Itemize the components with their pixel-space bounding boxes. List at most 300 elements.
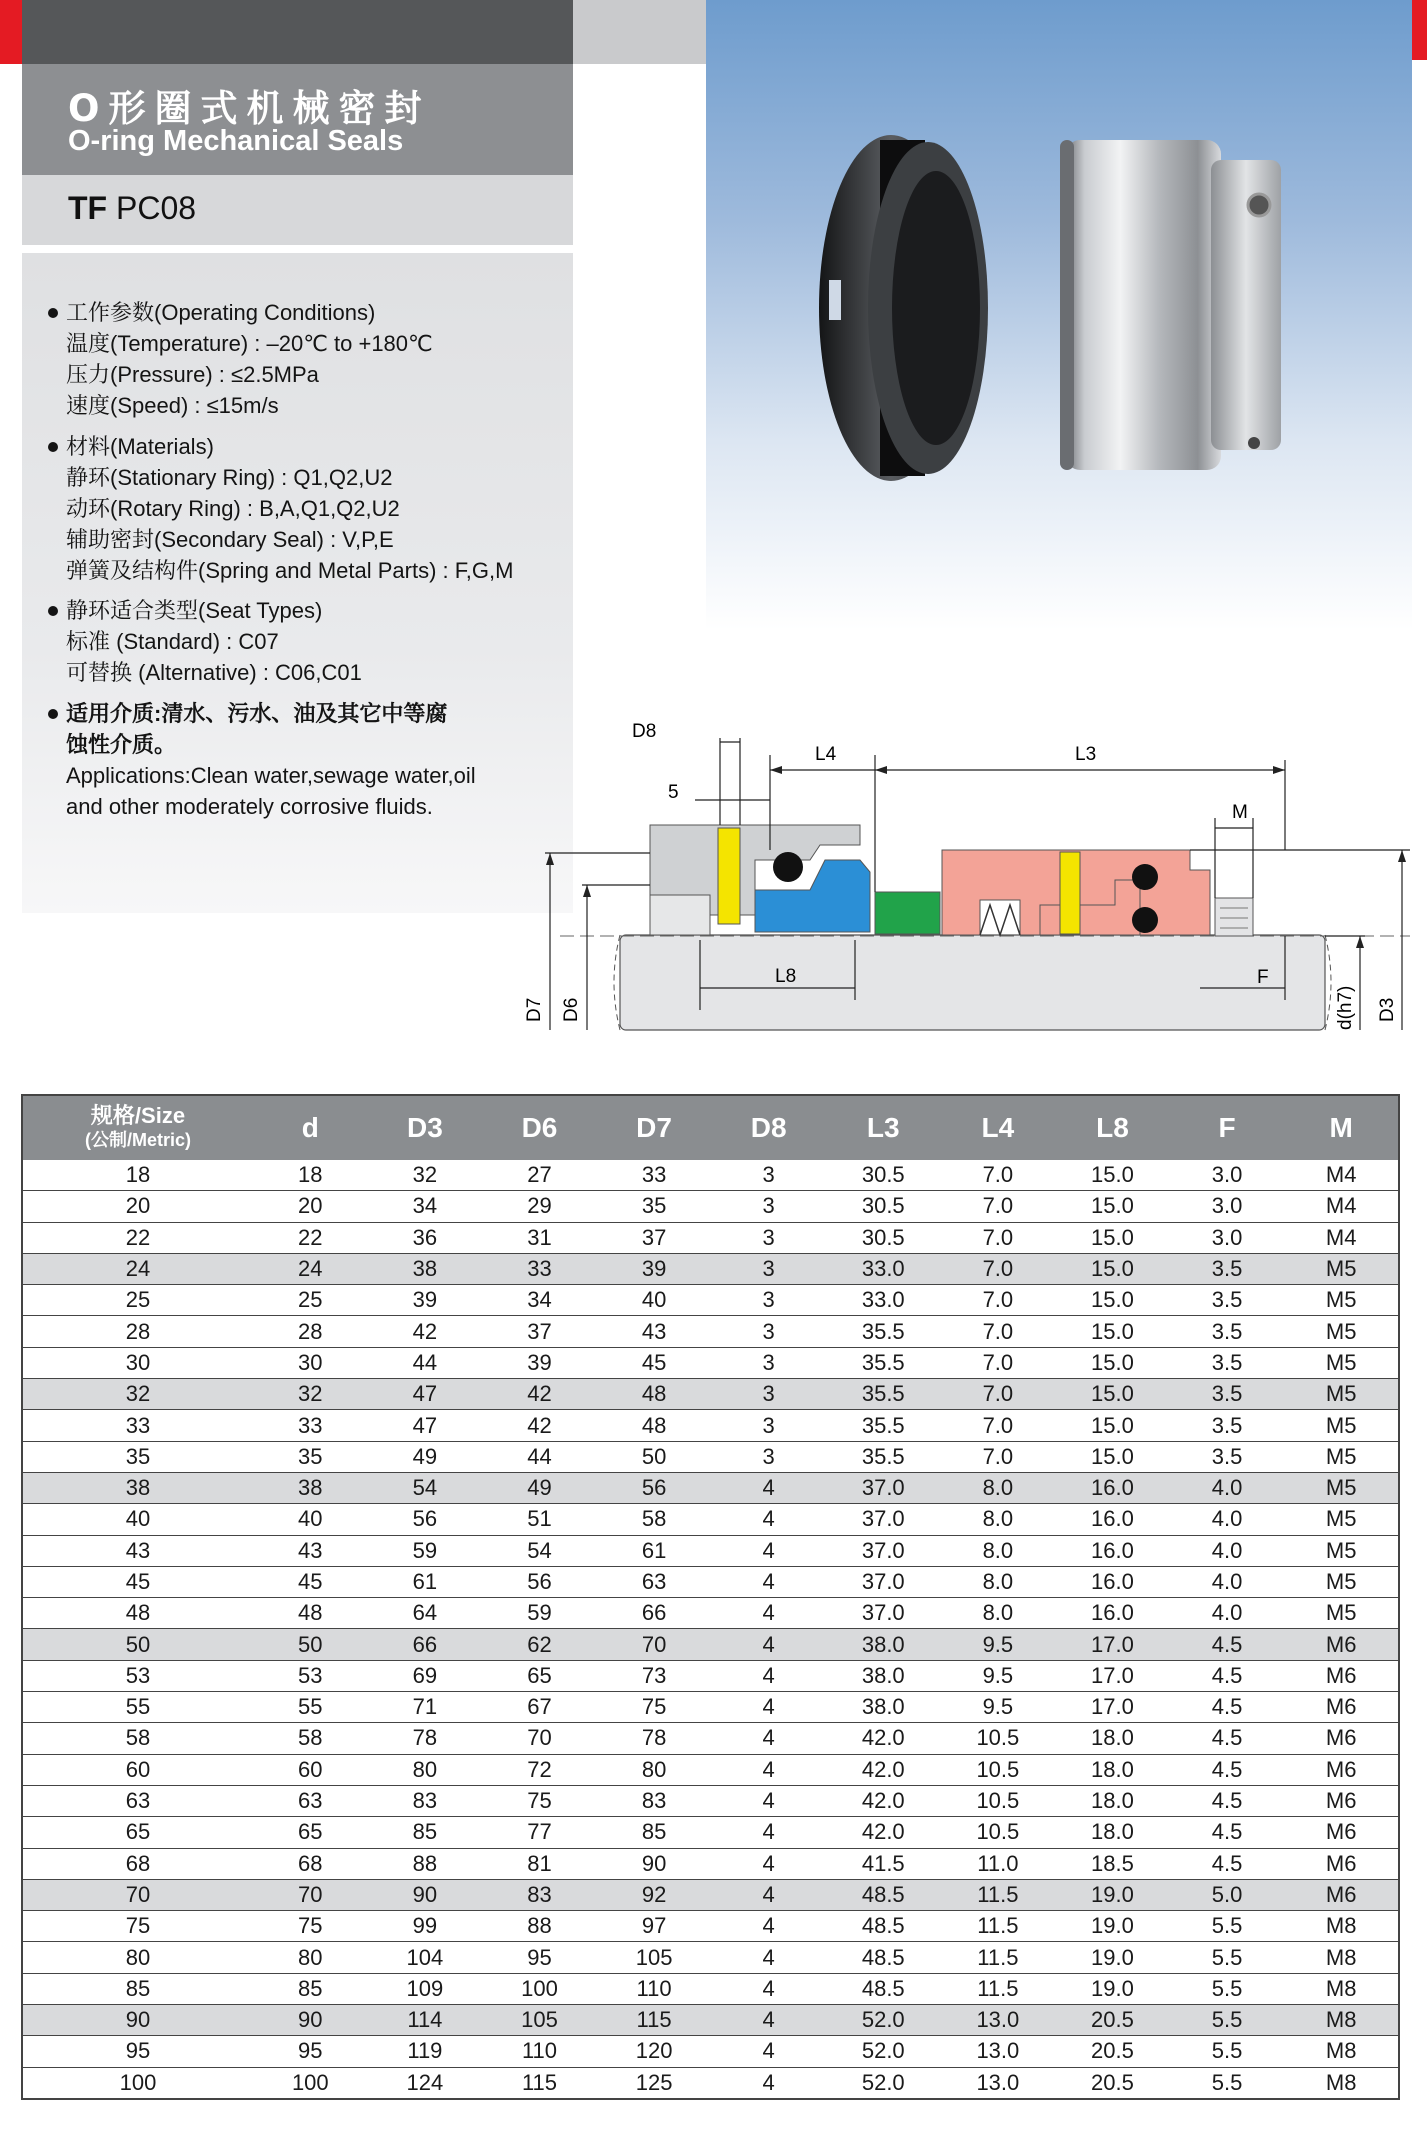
table-cell: 11.5 bbox=[941, 1879, 1056, 1910]
table-cell: 15.0 bbox=[1055, 1316, 1170, 1347]
table-cell: 44 bbox=[368, 1347, 483, 1378]
table-cell: 42 bbox=[368, 1316, 483, 1347]
table-cell: M6 bbox=[1284, 1692, 1399, 1723]
materials-stationary: 静环(Stationary Ring) : Q1,Q2,U2 bbox=[66, 465, 393, 490]
table-cell: 38 bbox=[22, 1472, 253, 1503]
table-cell: 68 bbox=[22, 1848, 253, 1879]
table-cell: 119 bbox=[368, 2036, 483, 2067]
label-L4: L4 bbox=[815, 744, 837, 765]
table-cell: 48.5 bbox=[826, 1911, 941, 1942]
table-cell: 7.0 bbox=[941, 1441, 1056, 1472]
table-cell: 4 bbox=[711, 1566, 826, 1597]
table-cell: 120 bbox=[597, 2036, 712, 2067]
table-cell: 33.0 bbox=[826, 1285, 941, 1316]
table-cell: 10.5 bbox=[941, 1723, 1056, 1754]
table-cell: 35.5 bbox=[826, 1316, 941, 1347]
table-cell: 3 bbox=[711, 1285, 826, 1316]
arrow-icon bbox=[546, 853, 554, 865]
application-line-2: and other moderately corrosive fluids. bbox=[66, 794, 433, 819]
table-cell: 4 bbox=[711, 1879, 826, 1910]
table-cell: 20.5 bbox=[1055, 2005, 1170, 2036]
gland-lower bbox=[650, 895, 710, 935]
table-cell: 67 bbox=[482, 1692, 597, 1723]
table-cell: 4 bbox=[711, 1817, 826, 1848]
table-row bbox=[22, 1566, 1399, 1597]
table-cell: 18.0 bbox=[1055, 1754, 1170, 1785]
table-cell: 53 bbox=[22, 1660, 253, 1691]
table-cell: 50 bbox=[597, 1441, 712, 1472]
table-cell: 61 bbox=[597, 1535, 712, 1566]
table-cell: 10.5 bbox=[941, 1785, 1056, 1816]
table-cell: 39 bbox=[368, 1285, 483, 1316]
table-cell: 15.0 bbox=[1055, 1410, 1170, 1441]
label-D3: D3 bbox=[1377, 997, 1398, 1022]
table-cell: 3.0 bbox=[1170, 1191, 1285, 1222]
table-cell: 42.0 bbox=[826, 1817, 941, 1848]
table-cell: 19.0 bbox=[1055, 1911, 1170, 1942]
table-cell: 7.0 bbox=[941, 1379, 1056, 1410]
table-cell: 69 bbox=[368, 1660, 483, 1691]
table-cell: 4.5 bbox=[1170, 1848, 1285, 1879]
seat-types bbox=[66, 595, 362, 688]
label-L3: L3 bbox=[1075, 744, 1097, 765]
table-cell: 3.5 bbox=[1170, 1253, 1285, 1284]
bullet-icon bbox=[48, 709, 58, 719]
table-cell: 105 bbox=[597, 1942, 712, 1973]
table-cell: 37 bbox=[597, 1222, 712, 1253]
table-cell: 18 bbox=[253, 1160, 368, 1191]
table-cell: 18 bbox=[22, 1160, 253, 1191]
table-cell: 40 bbox=[22, 1504, 253, 1535]
table-cell: 16.0 bbox=[1055, 1504, 1170, 1535]
seat-ring-bore bbox=[892, 171, 980, 445]
table-cell: 15.0 bbox=[1055, 1253, 1170, 1284]
dimension-table bbox=[21, 1094, 1400, 2100]
table-cell: 51 bbox=[482, 1504, 597, 1535]
table-cell: 3.5 bbox=[1170, 1285, 1285, 1316]
table-cell: 42 bbox=[482, 1379, 597, 1410]
table-cell: 37.0 bbox=[826, 1472, 941, 1503]
table-cell: 61 bbox=[368, 1566, 483, 1597]
table-cell: 83 bbox=[482, 1879, 597, 1910]
table-cell: 9.5 bbox=[941, 1692, 1056, 1723]
table-cell: 4.5 bbox=[1170, 1629, 1285, 1660]
table-row bbox=[22, 1379, 1399, 1410]
table-cell: 11.0 bbox=[941, 1848, 1056, 1879]
table-cell: M5 bbox=[1284, 1504, 1399, 1535]
table-cell: 4 bbox=[711, 2067, 826, 2099]
table-row bbox=[22, 1911, 1399, 1942]
table-cell: M5 bbox=[1284, 1410, 1399, 1441]
operating-conditions bbox=[66, 297, 433, 421]
table-cell: 4.0 bbox=[1170, 1535, 1285, 1566]
table-cell: 38 bbox=[253, 1472, 368, 1503]
table-cell: M5 bbox=[1284, 1566, 1399, 1597]
set-screw bbox=[1248, 194, 1270, 216]
table-cell: 55 bbox=[253, 1692, 368, 1723]
table-cell: 43 bbox=[22, 1535, 253, 1566]
seal-photo-illustration bbox=[706, 0, 1412, 630]
table-cell: 63 bbox=[597, 1566, 712, 1597]
table-cell: 99 bbox=[368, 1911, 483, 1942]
table-cell: 15.0 bbox=[1055, 1191, 1170, 1222]
shaft-break-left bbox=[614, 935, 620, 1030]
table-cell: M6 bbox=[1284, 1817, 1399, 1848]
table-cell: M5 bbox=[1284, 1253, 1399, 1284]
table-row bbox=[22, 1410, 1399, 1441]
table-cell: 115 bbox=[482, 2067, 597, 2099]
table-cell: 90 bbox=[597, 1848, 712, 1879]
table-row bbox=[22, 1879, 1399, 1910]
table-cell: 7.0 bbox=[941, 1191, 1056, 1222]
table-cell: M4 bbox=[1284, 1222, 1399, 1253]
table-cell: M5 bbox=[1284, 1285, 1399, 1316]
arrow-icon bbox=[770, 766, 782, 774]
table-cell: 8.0 bbox=[941, 1472, 1056, 1503]
table-cell: 32 bbox=[368, 1160, 483, 1191]
seat-alternative: 可替换 (Alternative) : C06,C01 bbox=[66, 660, 362, 685]
table-cell: M5 bbox=[1284, 1347, 1399, 1378]
table-cell: 39 bbox=[482, 1347, 597, 1378]
header-red-accent-right bbox=[1412, 0, 1427, 60]
table-cell: 3.5 bbox=[1170, 1316, 1285, 1347]
table-cell: 110 bbox=[482, 2036, 597, 2067]
table-cell: M8 bbox=[1284, 1942, 1399, 1973]
table-cell: 105 bbox=[482, 2005, 597, 2036]
table-cell: 75 bbox=[22, 1911, 253, 1942]
table-cell: 54 bbox=[482, 1535, 597, 1566]
table-cell: M8 bbox=[1284, 2005, 1399, 2036]
table-cell: 4.0 bbox=[1170, 1566, 1285, 1597]
table-row bbox=[22, 1222, 1399, 1253]
table-cell: 38 bbox=[368, 1253, 483, 1284]
table-cell: 3 bbox=[711, 1222, 826, 1253]
table-cell: 66 bbox=[368, 1629, 483, 1660]
table-cell: 3 bbox=[711, 1316, 826, 1347]
table-cell: 15.0 bbox=[1055, 1285, 1170, 1316]
table-cell: M5 bbox=[1284, 1535, 1399, 1566]
table-cell: 63 bbox=[253, 1785, 368, 1816]
table-cell: 20.5 bbox=[1055, 2067, 1170, 2099]
model-number: PC08 bbox=[115, 190, 197, 226]
table-cell: 85 bbox=[253, 1973, 368, 2004]
table-cell: 22 bbox=[22, 1222, 253, 1253]
table-cell: 37.0 bbox=[826, 1535, 941, 1566]
header-col: L4 bbox=[941, 1095, 1056, 1160]
table-cell: 3 bbox=[711, 1160, 826, 1191]
table-cell: 20 bbox=[253, 1191, 368, 1222]
bullet-icon bbox=[48, 606, 58, 616]
table-cell: 59 bbox=[368, 1535, 483, 1566]
table-cell: 125 bbox=[597, 2067, 712, 2099]
table-cell: 4 bbox=[711, 1598, 826, 1629]
table-cell: 104 bbox=[368, 1942, 483, 1973]
seat-o-ring-section bbox=[773, 852, 803, 882]
table-cell: M4 bbox=[1284, 1160, 1399, 1191]
table-cell: 48.5 bbox=[826, 1973, 941, 2004]
table-cell: 50 bbox=[22, 1629, 253, 1660]
table-cell: 4 bbox=[711, 1973, 826, 2004]
table-cell: 17.0 bbox=[1055, 1692, 1170, 1723]
table-cell: 3.5 bbox=[1170, 1379, 1285, 1410]
label-F: F bbox=[1257, 967, 1269, 988]
table-cell: 4 bbox=[711, 1754, 826, 1785]
header-dark-bar bbox=[0, 0, 573, 64]
table-cell: 42.0 bbox=[826, 1754, 941, 1785]
table-cell: 10.5 bbox=[941, 1817, 1056, 1848]
table-cell: 42.0 bbox=[826, 1723, 941, 1754]
table-cell: 33 bbox=[482, 1253, 597, 1284]
table-cell: 65 bbox=[482, 1660, 597, 1691]
table-cell: 64 bbox=[368, 1598, 483, 1629]
operating-speed: 速度(Speed) : ≤15m/s bbox=[66, 393, 279, 418]
model-prefix: TF bbox=[68, 190, 108, 226]
header-col: L3 bbox=[826, 1095, 941, 1160]
table-cell: 44 bbox=[482, 1441, 597, 1472]
table-row bbox=[22, 2005, 1399, 2036]
table-cell: 71 bbox=[368, 1692, 483, 1723]
header-col: M bbox=[1284, 1095, 1399, 1160]
table-cell: 100 bbox=[22, 2067, 253, 2099]
table-cell: 54 bbox=[368, 1472, 483, 1503]
table-cell: 4 bbox=[711, 1535, 826, 1566]
seal-cross-section-diagram bbox=[520, 700, 1420, 1050]
table-cell: 16.0 bbox=[1055, 1566, 1170, 1597]
bullet-icon bbox=[48, 442, 58, 452]
table-cell: 48.5 bbox=[826, 1879, 941, 1910]
application-line-1: Applications:Clean water,sewage water,oil bbox=[66, 763, 476, 788]
table-cell: 7.0 bbox=[941, 1347, 1056, 1378]
table-cell: M8 bbox=[1284, 1973, 1399, 2004]
table-cell: M6 bbox=[1284, 1723, 1399, 1754]
table-cell: 3 bbox=[711, 1410, 826, 1441]
table-cell: 4.0 bbox=[1170, 1472, 1285, 1503]
header-col: D7 bbox=[597, 1095, 712, 1160]
table-cell: 43 bbox=[253, 1535, 368, 1566]
table-cell: 5.5 bbox=[1170, 1973, 1285, 2004]
table-cell: 47 bbox=[368, 1379, 483, 1410]
table-row bbox=[22, 1692, 1399, 1723]
table-cell: 66 bbox=[597, 1598, 712, 1629]
materials bbox=[66, 431, 513, 586]
table-row bbox=[22, 1472, 1399, 1503]
table-cell: 90 bbox=[368, 1879, 483, 1910]
application-heading-2: 蚀性介质。 bbox=[66, 732, 177, 757]
table-cell: M5 bbox=[1284, 1598, 1399, 1629]
operating-pressure: 压力(Pressure) : ≤2.5MPa bbox=[66, 362, 319, 387]
table-cell: 4.5 bbox=[1170, 1817, 1285, 1848]
table-cell: 30.5 bbox=[826, 1160, 941, 1191]
table-cell: 22 bbox=[253, 1222, 368, 1253]
table-cell: 40 bbox=[597, 1285, 712, 1316]
table-cell: 4 bbox=[711, 1785, 826, 1816]
table-cell: 15.0 bbox=[1055, 1222, 1170, 1253]
table-cell: 45 bbox=[22, 1566, 253, 1597]
table-cell: 37.0 bbox=[826, 1566, 941, 1597]
table-cell: 56 bbox=[597, 1472, 712, 1503]
header-col: L8 bbox=[1055, 1095, 1170, 1160]
table-cell: 30.5 bbox=[826, 1191, 941, 1222]
table-cell: M6 bbox=[1284, 1754, 1399, 1785]
table-cell: 95 bbox=[482, 1942, 597, 1973]
table-cell: M4 bbox=[1284, 1191, 1399, 1222]
table-cell: 7.0 bbox=[941, 1285, 1056, 1316]
table-cell: 15.0 bbox=[1055, 1160, 1170, 1191]
rotary-body bbox=[1066, 140, 1221, 470]
arrow-icon bbox=[1398, 850, 1406, 862]
table-cell: 90 bbox=[22, 2005, 253, 2036]
table-cell: 15.0 bbox=[1055, 1379, 1170, 1410]
table-cell: 16.0 bbox=[1055, 1598, 1170, 1629]
table-cell: 15.0 bbox=[1055, 1347, 1170, 1378]
table-cell: 36 bbox=[368, 1222, 483, 1253]
table-cell: 19.0 bbox=[1055, 1942, 1170, 1973]
table-cell: 85 bbox=[597, 1817, 712, 1848]
header-col: d bbox=[253, 1095, 368, 1160]
table-cell: 4.5 bbox=[1170, 1660, 1285, 1691]
table-cell: 58 bbox=[22, 1723, 253, 1754]
operating-temperature: 温度(Temperature) : –20℃ to +180℃ bbox=[66, 331, 433, 356]
table-cell: 13.0 bbox=[941, 2005, 1056, 2036]
table-row bbox=[22, 1285, 1399, 1316]
table-cell: 7.0 bbox=[941, 1410, 1056, 1441]
table-cell: 33.0 bbox=[826, 1253, 941, 1284]
table-cell: 18.0 bbox=[1055, 1817, 1170, 1848]
table-cell: 90 bbox=[253, 2005, 368, 2036]
table-cell: 88 bbox=[368, 1848, 483, 1879]
table-cell: 7.0 bbox=[941, 1253, 1056, 1284]
table-cell: 56 bbox=[482, 1566, 597, 1597]
table-cell: 4.0 bbox=[1170, 1504, 1285, 1535]
materials-rotary: 动环(Rotary Ring) : B,A,Q1,Q2,U2 bbox=[66, 496, 400, 521]
page-title-english: O-ring Mechanical Seals bbox=[68, 125, 404, 157]
table-cell: 70 bbox=[253, 1879, 368, 1910]
table-cell: 24 bbox=[253, 1253, 368, 1284]
table-header-row bbox=[22, 1095, 1399, 1160]
table-cell: 35.5 bbox=[826, 1441, 941, 1472]
table-cell: 75 bbox=[597, 1692, 712, 1723]
table-cell: 73 bbox=[597, 1660, 712, 1691]
table-cell: 48 bbox=[597, 1410, 712, 1441]
table-cell: 18.0 bbox=[1055, 1785, 1170, 1816]
table-cell: 77 bbox=[482, 1817, 597, 1848]
table-cell: 48.5 bbox=[826, 1942, 941, 1973]
table-cell: 18.5 bbox=[1055, 1848, 1170, 1879]
table-cell: 4.5 bbox=[1170, 1754, 1285, 1785]
table-cell: 7.0 bbox=[941, 1316, 1056, 1347]
table-cell: 60 bbox=[253, 1754, 368, 1785]
table-cell: 3 bbox=[711, 1441, 826, 1472]
table-cell: M6 bbox=[1284, 1879, 1399, 1910]
table-cell: 17.0 bbox=[1055, 1660, 1170, 1691]
table-row bbox=[22, 1942, 1399, 1973]
table-row bbox=[22, 1347, 1399, 1378]
table-cell: 8.0 bbox=[941, 1598, 1056, 1629]
set-screw-section bbox=[1215, 898, 1253, 936]
table-cell: 5.5 bbox=[1170, 2067, 1285, 2099]
table-cell: 5.5 bbox=[1170, 1911, 1285, 1942]
table-cell: 34 bbox=[482, 1285, 597, 1316]
table-cell: 38.0 bbox=[826, 1692, 941, 1723]
table-cell: M6 bbox=[1284, 1660, 1399, 1691]
table-cell: 19.0 bbox=[1055, 1879, 1170, 1910]
spring-icon bbox=[980, 905, 1020, 935]
table-cell: 30 bbox=[253, 1347, 368, 1378]
table-cell: 35 bbox=[253, 1441, 368, 1472]
table-cell: M8 bbox=[1284, 2036, 1399, 2067]
page-title-chinese: O形圈式机械密封 bbox=[68, 87, 431, 130]
table-cell: 4 bbox=[711, 2005, 826, 2036]
table-cell: 3.5 bbox=[1170, 1410, 1285, 1441]
table-cell: 32 bbox=[253, 1379, 368, 1410]
table-cell: 52.0 bbox=[826, 2005, 941, 2036]
table-cell: 92 bbox=[597, 1879, 712, 1910]
table-cell: 70 bbox=[22, 1879, 253, 1910]
table-cell: 95 bbox=[253, 2036, 368, 2067]
table-cell: 5.5 bbox=[1170, 2005, 1285, 2036]
table-cell: 4 bbox=[711, 1629, 826, 1660]
table-cell: 47 bbox=[368, 1410, 483, 1441]
table-cell: 35 bbox=[597, 1191, 712, 1222]
drive-pin bbox=[1060, 852, 1080, 934]
bullet-icon bbox=[48, 308, 58, 318]
table-cell: 20.5 bbox=[1055, 2036, 1170, 2067]
header-red-accent bbox=[0, 0, 22, 64]
table-cell: 18.0 bbox=[1055, 1723, 1170, 1754]
table-cell: 80 bbox=[597, 1754, 712, 1785]
table-row bbox=[22, 1723, 1399, 1754]
table-cell: 55 bbox=[22, 1692, 253, 1723]
operating-heading: 工作参数(Operating Conditions) bbox=[66, 300, 376, 325]
table-cell: 35.5 bbox=[826, 1347, 941, 1378]
table-cell: 4.0 bbox=[1170, 1598, 1285, 1629]
table-cell: 8.0 bbox=[941, 1535, 1056, 1566]
arrow-icon bbox=[1273, 766, 1285, 774]
table-row bbox=[22, 1160, 1399, 1191]
table-cell: 100 bbox=[253, 2067, 368, 2099]
table-cell: 41.5 bbox=[826, 1848, 941, 1879]
label-5: 5 bbox=[668, 782, 679, 803]
label-D7: D7 bbox=[524, 997, 545, 1022]
table-cell: 35.5 bbox=[826, 1410, 941, 1441]
table-cell: M5 bbox=[1284, 1379, 1399, 1410]
table-cell: 7.0 bbox=[941, 1160, 1056, 1191]
table-cell: 58 bbox=[253, 1723, 368, 1754]
header-size-sub: (公制/Metric) bbox=[84, 1130, 191, 1150]
table-cell: 52.0 bbox=[826, 2036, 941, 2067]
table-cell: 3.0 bbox=[1170, 1222, 1285, 1253]
table-row bbox=[22, 1817, 1399, 1848]
table-cell: 80 bbox=[253, 1942, 368, 1973]
table-cell: 49 bbox=[368, 1441, 483, 1472]
seat-heading: 静环适合类型(Seat Types) bbox=[66, 598, 323, 623]
table-cell: 109 bbox=[368, 1973, 483, 2004]
model-name bbox=[68, 190, 196, 227]
table-row bbox=[22, 1535, 1399, 1566]
table-cell: 85 bbox=[22, 1973, 253, 2004]
table-cell: 35 bbox=[22, 1441, 253, 1472]
table-row bbox=[22, 1973, 1399, 2004]
table-cell: 83 bbox=[597, 1785, 712, 1816]
table-cell: 8.0 bbox=[941, 1504, 1056, 1535]
table-cell: M6 bbox=[1284, 1848, 1399, 1879]
table-row bbox=[22, 1785, 1399, 1816]
table-cell: 45 bbox=[597, 1347, 712, 1378]
table-cell: 72 bbox=[482, 1754, 597, 1785]
table-cell: 25 bbox=[253, 1285, 368, 1316]
table-row bbox=[22, 1253, 1399, 1284]
table-cell: 24 bbox=[22, 1253, 253, 1284]
